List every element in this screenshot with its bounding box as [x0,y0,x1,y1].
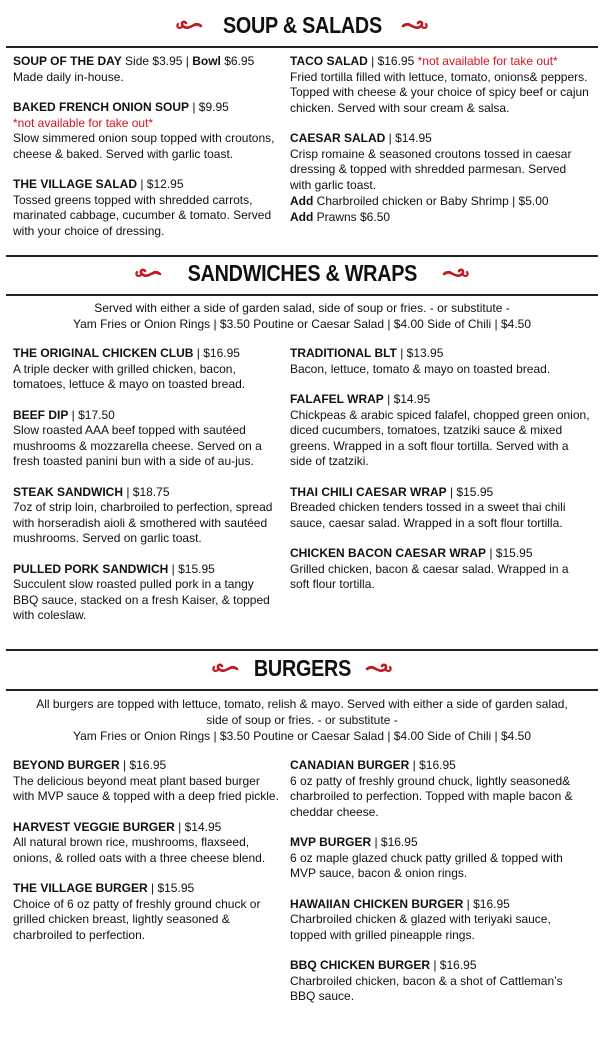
flourish-left-icon [134,266,162,282]
item-description: 6 oz maple glazed chuck patty grilled & topped with MVP sauce, bacon & onion rings. [290,850,563,880]
menu-item: BEYOND BURGER | $16.95 The delicious beyond meat plant based burger with MVP sauce & topped with a deep fried pickle. [13,758,281,805]
menu-item: HARVEST VEGGIE BURGER | $14.95 All natural brown rice, mushrooms, flaxseed, onions, & rolled oats with a three cheese blend. [13,820,281,867]
item-description: Grilled chicken, bacon & caesar salad. Wrapped in a soft flour tortilla. [290,561,569,591]
section-title-sandwiches: SANDWICHES & WRAPS [187,260,417,286]
burgers-left-column [13,758,281,958]
item-description: 6 oz patty of freshly ground chuck, lightly seasoned& charbroiled to perfection. Topped with maple bacon & cheddar cheese. [290,773,573,819]
menu-item: THE VILLAGE BURGER | $15.95 Choice of 6 oz patty of freshly ground chuck or grilled chicken breast, lightly seasoned & charbroiled to perfection. [13,881,281,943]
item-description: Made daily in-house. [13,69,124,84]
soup-left-column [13,54,281,254]
addon-line: Add Charbroiled chicken or Baby Shrimp | $5.00 [290,194,549,208]
item-description: Slow simmered onion soup topped with croutons, cheese & baked. Served with garlic toast. [13,131,275,161]
divider [6,46,598,48]
menu-item: PULLED PORK SANDWICH | $15.95 Succulent slow roasted pulled pork in a tangy BBQ sauce, stacked on a fresh Kaiser, & topped with coleslaw. [13,562,281,624]
flourish-right-icon [442,266,470,282]
item-description: Succulent slow roasted pulled pork in a tangy BBQ sauce, stacked on a fresh Kaiser, & topped with coleslaw. [13,577,270,622]
item-description: Tossed greens topped with shredded carrots, marinated cabbage, cucumber & tomato. Served with your choice of dressing. [13,192,272,238]
item-description: Crisp romaine & seasoned croutons tossed in caesar dressing & topped with shredded parmesan. Served with garlic toast. [290,146,572,192]
section-header-sandwiches [0,260,604,287]
menu-item: THE ORIGINAL CHICKEN CLUB | $16.95 A triple decker with grilled chicken, bacon, tomatoes, lettuce & mayo on toasted bread. [13,346,281,393]
menu-item: THE VILLAGE SALAD | $12.95 Tossed greens topped with shredded carrots, marinated cabbage, cucumber & tomato. Served with your choice of dressing. [13,177,281,239]
divider [6,294,598,296]
item-description: Charbroiled chicken & glazed with teriyaki sauce, topped with grilled pineapple rings. [290,912,551,942]
divider [6,689,598,691]
addon-line: Add Prawns $6.50 [290,209,391,224]
item-description: Chickpeas & arabic spiced falafel, chopped green onion, diced cucumbers, tomatoes, tzatziki sauce & mixed greens. Wrapped in a soft flour tortilla. Served with a side of tzatziki. [290,407,590,468]
flourish-right-icon [365,661,393,677]
menu-item: BBQ CHICKEN BURGER | $16.95 Charbroiled chicken, bacon & a shot of Cattleman’s BBQ sauce. [290,958,590,1005]
menu-item: THAI CHILI CAESAR WRAP | $15.95 Breaded chicken tenders tossed in a sweet thai chili sauce, caesar salad. Wrapped in a soft flour tortilla. [290,485,590,532]
menu-item: BEEF DIP | $17.50 Slow roasted AAA beef topped with sautéed mushrooms & mozzarella cheese. Served on a fresh toasted panini bun with a side of au-jus. [13,408,281,470]
flourish-right-icon [401,18,429,34]
flourish-left-icon [175,18,203,34]
menu-item: FALAFEL WRAP | $14.95 Chickpeas & arabic spiced falafel, chopped green onion, diced cucumbers, tomatoes, tzatziki sauce & mixed greens. Wrapped in a soft flour tortilla. Served with a side of tzatziki. [290,392,590,468]
item-description: Bacon, lettuce, tomato & mayo on toasted bread. [290,361,551,376]
sandwiches-intro: Served with either a side of garden salad, side of soup or fries. - or substitute - Yam Fries or Onion Rings | $3.50 Poutine or Caesar Salad | $4.00 Side of Chili | $4.50 [72,301,532,331]
menu-item: CAESAR SALAD | $14.95 Crisp romaine & seasoned croutons tossed in caesar dressing & topped with shredded parmesan. Served with garlic toast. [290,131,590,193]
item-description: 7oz of strip loin, charbroiled to perfection, spread with horseradish aioli & smothered with sautéed mushrooms. Served on garlic toast. [13,500,273,545]
takeout-note: *not available for take out* [13,115,154,130]
section-header-burgers [0,655,604,682]
sandwiches-left-column [13,346,281,639]
menu-item: HAWAIIAN CHICKEN BURGER | $16.95 Charbroiled chicken & glazed with teriyaki sauce, topped with grilled pineapple rings. [290,897,590,944]
menu-item: MVP BURGER | $16.95 6 oz maple glazed chuck patty grilled & topped with MVP sauce, bacon & onion rings. [290,835,590,882]
menu-item: BAKED FRENCH ONION SOUP | $9.95 *not available for take out* Slow simmered onion soup topped with croutons, cheese & baked. Served with garlic toast. [13,100,281,162]
section-title-soup: SOUP & SALADS [222,12,382,38]
takeout-note: *not available for take out* [417,54,558,68]
section-header-soup [0,12,604,39]
item-description: Charbroiled chicken, bacon & a shot of Cattleman’s BBQ sauce. [290,973,563,1003]
menu-item: TACO SALAD | $16.95 *not available for take out* Fried tortilla filled with lettuce, tomato, onions& peppers. Topped with cheese & your choice of spicy beef or cajun chicken. Served with sour cream & salsa. [290,54,589,115]
sandwiches-right-column [290,346,590,608]
menu-item: CANADIAN BURGER | $16.95 6 oz patty of freshly ground chuck, lightly seasoned& charbroiled to perfection. Topped with maple bacon & cheddar cheese. [290,758,590,820]
item-description: Choice of 6 oz patty of freshly ground chuck or grilled chicken breast, lightly seasoned & charbroiled to perfection. [13,896,261,942]
flourish-left-icon [211,661,239,677]
item-description: Slow roasted AAA beef topped with sautéed mushrooms & mozzarella cheese. Served on a fresh toasted panini bun with a side of au-jus. [13,423,262,468]
item-description: Breaded chicken tenders tossed in a sweet thai chili sauce, caesar salad. Wrapped in a soft flour tortilla. [290,500,566,530]
menu-item: CHICKEN BACON CAESAR WRAP | $15.95 Grilled chicken, bacon & caesar salad. Wrapped in a soft flour tortilla. [290,546,590,593]
section-title-burgers: BURGERS [253,655,351,681]
menu-item: TRADITIONAL BLT | $13.95 Bacon, lettuce, tomato & mayo on toasted bread. [290,346,590,377]
item-description: The delicious beyond meat plant based burger with MVP sauce & topped with a deep fried pickle. [13,773,279,803]
divider [6,255,598,257]
item-description: A triple decker with grilled chicken, bacon, tomatoes, lettuce & mayo on toasted bread. [13,361,246,391]
burgers-right-column [290,758,590,1020]
burgers-intro: All burgers are topped with lettuce, tomato, relish & mayo. Served with either a side of garden salad, side of soup or fries. - or substitute - Yam Fries or Onion Rings | $3.50 Poutine or Caesar Salad | $4.00 Side of Chili | $4.50 [36,697,568,743]
item-description: All natural brown rice, mushrooms, flaxseed, onions, & rolled oats with a three cheese blend. [13,835,266,865]
menu-item: SOUP OF THE DAY Side $3.95 | Bowl $6.95 Made daily in-house. [13,54,281,85]
soup-right-column [290,54,590,225]
menu-item: STEAK SANDWICH | $18.75 7oz of strip loin, charbroiled to perfection, spread with horseradish aioli & smothered with sautéed mushrooms. Served on garlic toast. [13,485,281,547]
item-description: Fried tortilla filled with lettuce, tomato, onions& peppers. Topped with cheese & your choice of spicy beef or cajun chicken. Served with sour cream & salsa. [290,69,589,115]
divider [6,649,598,651]
